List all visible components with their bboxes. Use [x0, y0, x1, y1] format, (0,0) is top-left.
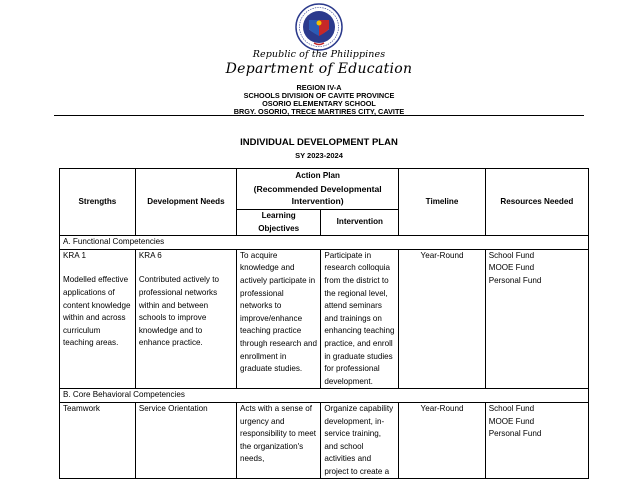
strength-cell — [60, 402, 136, 479]
table-row — [60, 402, 589, 479]
department-name: Department of Education — [225, 61, 413, 77]
resources-cell — [485, 402, 588, 479]
need-text: Contributed actively to professional networks within and between schools to improve knowledge and to enhance practice. — [138, 275, 219, 348]
need-code: KRA 6 — [138, 250, 162, 260]
school-year: SY 2023-2024 — [295, 151, 343, 160]
strength-code: KRA 1 — [63, 250, 86, 260]
table-row — [60, 249, 589, 389]
section-title: B. Core Behavioral Competencies — [60, 389, 589, 403]
learning-objectives-cell: Acts with a sense of urgency and responsibility to meet the organization's needs, — [237, 402, 321, 479]
school-name: OSORIO ELEMENTARY SCHOOL — [262, 99, 376, 108]
header-learning-objectives: Learning Objectives — [237, 210, 321, 236]
timeline-cell: Year-Round — [399, 402, 485, 479]
strength-code: Teamwork — [63, 403, 100, 413]
action-plan-title: Action Plan — [295, 171, 340, 181]
section-title: A. Functional Competencies — [60, 236, 589, 250]
resource-item: MOOE Fund — [488, 263, 535, 273]
region-text: REGION IV-A — [296, 83, 342, 92]
header-development-needs: Development Needs — [135, 169, 236, 236]
resource-item: Personal Fund — [488, 429, 542, 439]
resource-item: School Fund — [488, 403, 535, 413]
development-need-cell — [135, 402, 236, 479]
resource-item: MOOE Fund — [488, 416, 535, 426]
header-resources: Resources Needed — [485, 169, 588, 236]
strength-text: Modelled effective applications of content knowledge within and across curriculum teaching areas. — [63, 275, 131, 348]
header-strengths: Strengths — [60, 169, 136, 236]
header-intervention: Intervention — [321, 210, 399, 236]
header-timeline: Timeline — [399, 169, 485, 236]
header-divider — [54, 115, 584, 116]
resource-item: Personal Fund — [488, 275, 542, 285]
action-plan-subtitle: (Recommended Developmental Intervention) — [253, 183, 382, 207]
deped-seal-icon — [295, 3, 343, 51]
learning-objectives-cell: To acquire knowledge and actively participate in professional networks to improve/enhance teaching practice through research and enrollment in graduate studies. — [237, 249, 321, 389]
timeline-cell: Year-Round — [399, 249, 485, 389]
republic-text: Republic of the Philippines — [252, 49, 386, 60]
idp-table — [59, 168, 589, 479]
document-title: INDIVIDUAL DEVELOPMENT PLAN — [240, 137, 398, 148]
resources-cell — [485, 249, 588, 389]
resource-item: School Fund — [488, 250, 535, 260]
development-need-cell — [135, 249, 236, 389]
intervention-cell: Organize capability development, in-service training, and school activities and project to create a — [321, 402, 399, 479]
header-action-plan — [237, 169, 399, 210]
school-address: BRGY. OSORIO, TRECE MARTIRES CITY, CAVITE — [233, 107, 405, 116]
strength-cell — [60, 249, 136, 389]
need-code: Service Orientation — [138, 403, 208, 413]
division-text: SCHOOLS DIVISION OF CAVITE PROVINCE — [243, 91, 395, 100]
intervention-cell: Participate in research colloquia from the district to the regional level, attend seminars and trainings on enhancing teaching practice, and enroll in graduate studies for professional development. — [321, 249, 399, 389]
